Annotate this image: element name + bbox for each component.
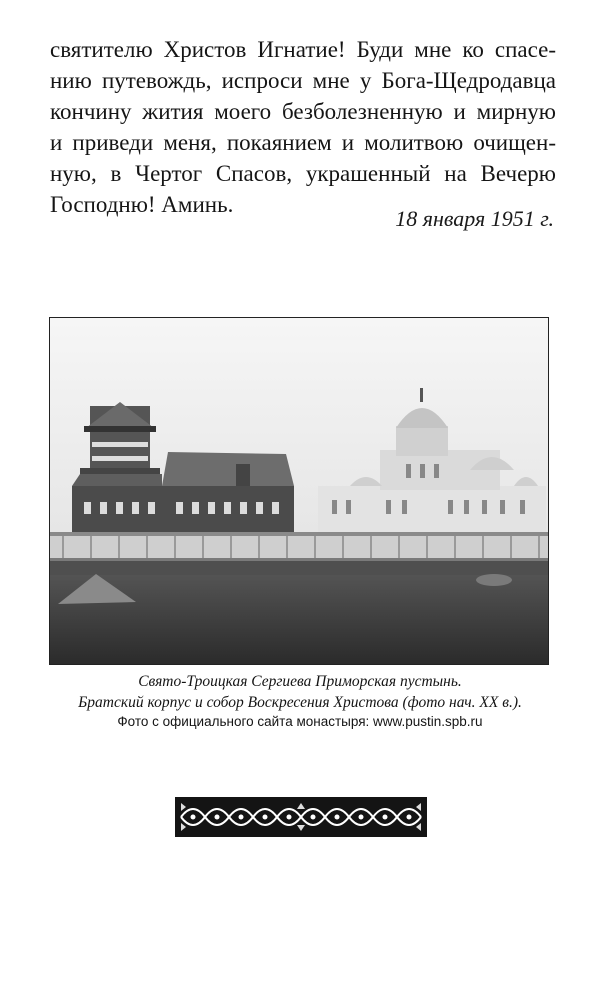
date-line: 18 января 1951 г. — [395, 206, 554, 231]
ornament-divider-icon — [175, 797, 427, 837]
monastery-photo — [49, 317, 549, 665]
text-line: Господню! Аминь. — [50, 192, 234, 217]
text-line: кончину жития моего безболезненную и мирную — [50, 99, 556, 124]
caption-subtitle: Братский корпус и собор Воскресения Христова (фото нач. XX в.). — [78, 694, 522, 711]
caption-source: Фото с официального сайта монастыря: www.pustin.spb.ru — [117, 714, 483, 729]
caption-title: Свято-Троицкая Сергиева Приморская пустынь. — [138, 673, 462, 690]
text-line: нию путевождь, испроси мне у Бога-Щедродавца — [50, 68, 556, 93]
text-line: святителю Христов Игнатие! Буди мне ко спасе- — [50, 37, 556, 62]
photo-illustration — [50, 318, 549, 665]
text-line: и приведи меня, покаянием и молитвою очищен- — [50, 130, 556, 155]
text-line: ную, в Чертог Спасов, украшенный на Вечерю — [50, 161, 556, 186]
prayer-text — [50, 34, 556, 220]
